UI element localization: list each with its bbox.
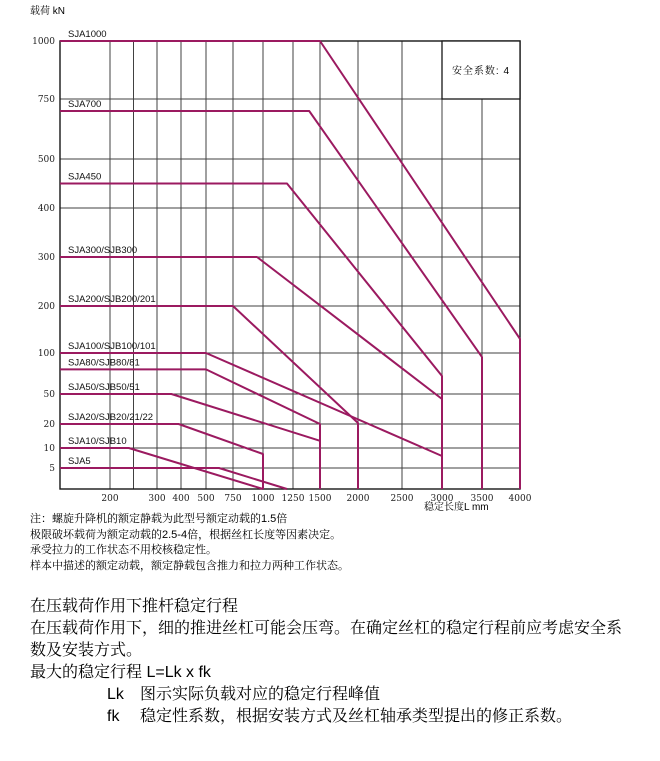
series-line [60,306,358,489]
series-label: SJA50/SJB50/51 [68,382,140,393]
series-label: SJA1000 [68,29,107,40]
note-line: 极限破坏载荷为额定动载的2.5-4倍，根据丝杠长度等因素决定。 [30,528,342,541]
x-tick-label: 1000 [251,494,275,504]
section-heading: 在压载荷作用下推杆稳定行程 [30,598,239,615]
section-paragraph-line: 数及安装方式。 [30,642,143,659]
y-tick-label: 100 [37,349,55,359]
y-tick-label: 5 [49,464,55,474]
series-label: SJA300/SJB300 [68,245,138,256]
x-tick-label: 2000 [346,494,370,504]
series-label: SJA10/SJB10 [68,436,127,447]
x-tick-label: 500 [197,494,215,504]
series-label: SJA450 [68,171,102,183]
series-label: SJA700 [68,99,102,110]
series-label: SJA200/SJB200/201 [68,294,156,305]
safety-factor-label: 安全系数: 4 [451,66,511,77]
definition-desc: 图示实际负载对应的稳定行程峰值 [140,686,381,703]
x-tick-label: 400 [172,494,190,504]
definition-fk [30,706,642,728]
definition-lk [30,684,642,706]
x-axis-title: 稳定长度L mm [424,502,489,513]
x-tick-label: 3500 [470,494,494,504]
x-tick-label: 4000 [508,494,532,504]
y-tick-label: 500 [37,155,55,165]
formula-line: 最大的稳定行程 L=Lk x fk [30,664,211,681]
x-tick-label: 200 [101,494,119,504]
note-line: 承受拉力的工作状态不用校核稳定性。 [30,544,217,556]
x-tick-label: 750 [224,494,242,504]
y-axis-title: 载荷 kN [30,6,65,17]
y-tick-label: 400 [37,204,55,214]
y-tick-label: 50 [43,390,55,400]
note-line: 注：螺旋升降机的额定静载为此型号额定动载的1.5倍 [30,513,288,525]
definition-term: fk [107,708,120,725]
x-tick-label: 300 [148,494,166,504]
stability-section [30,596,642,728]
x-tick-label: 3000 [430,494,454,504]
x-tick-label: 1500 [308,494,332,504]
definition-term: Lk [107,686,124,703]
x-tick-label: 2500 [390,494,414,504]
y-tick-label: 750 [37,95,55,105]
series-label: SJA20/SJB20/21/22 [68,412,154,423]
y-tick-label: 200 [37,302,55,312]
series-label: SJA80/SJB80/81 [68,357,140,369]
y-tick-label: 10 [43,444,55,454]
definition-desc: 稳定性系数，根据安装方式及丝杠轴承类型提出的修正系数。 [140,708,573,725]
section-paragraph-line: 在压载荷作用下，细的推进丝杠可能会压弯。在确定丝杠的稳定行程前应考虑安全系 [30,620,623,637]
y-tick-label: 300 [37,253,55,263]
notes-block [30,512,640,574]
series-label: SJA100/SJB100/101 [68,341,156,352]
note-line: 样本中描述的额定动载，额定静载包含推力和拉力两种工作状态。 [30,559,349,572]
series-label: SJA5 [68,456,91,467]
y-tick-label: 1000 [32,37,55,47]
y-tick-label: 20 [43,420,55,430]
x-tick-label: 1250 [281,494,305,504]
